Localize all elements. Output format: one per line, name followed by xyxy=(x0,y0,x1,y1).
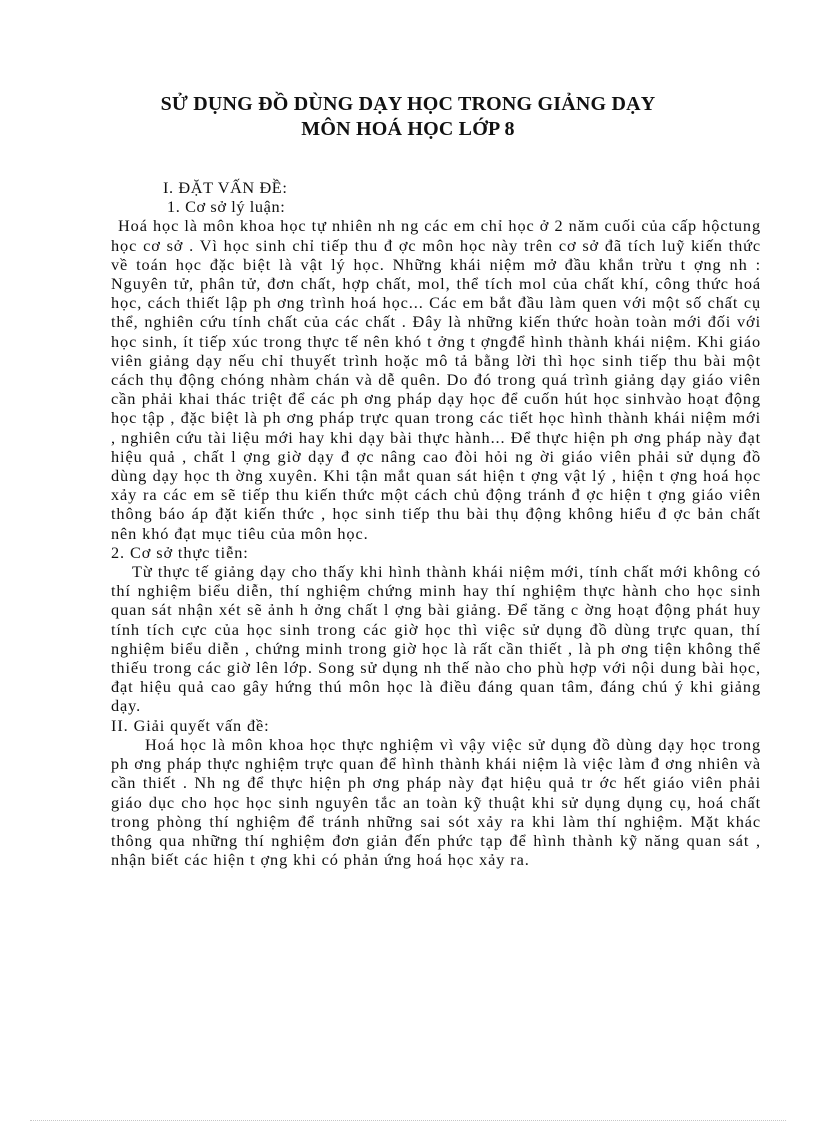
subsection-1-paragraph: Hoá học là môn khoa học tự nhiên nh ng các em chỉ học ở 2 năm cuối của cấp hộctung học cơ sở . Vì học sinh chỉ tiếp thu đ ợc môn học này trên cơ sở đã tích luỹ kiến thức về toán học đặc biệt là vật lý học. Những khái niệm mở đầu khắn trừu t ợng nh : Nguyên tử, phân tử, đơn chất, hợp chất, mol, thể tích mol của chất khí, công thức hoá học, cách thiết lập ph ơng trình hoá học... Các em bắt đầu làm quen với một số chất cụ thể, nghiên cứu tính chất của các chất . Đây là những kiến thức hoàn toàn mới đối với học sinh, ít tiếp xúc trong thực tế nên khó t ởng t ợngđể hình thành khái niệm. Khi giáo viên giảng dạy nếu chỉ thuyết trình hoặc mô tả bằng lời thì học sinh tiếp thu bài một cách thụ động chóng nhàm chán và dễ quên. Do đó trong quá trình giảng dạy giáo viên cần phải khai thác triệt để các ph ơng pháp dạy học để cuốn hút học sinhvào hoạt động học tập , đặc biệt là ph ơng pháp trực quan trong các tiết học hình thành khái niệm mới , nghiên cứu tài liệu mới hay khi dạy bài thực hành... Để thực hiện ph ơng pháp này đạt hiệu quả , chất l ợng giờ dạy đ ợc nâng cao đòi hỏi ng ời giáo viên phải sử dụng đồ dùng dạy học th ờng xuyên. Khi tận mắt quan sát hiện t ợng vật lý , hiện t ợng hoá học xảy ra các em sẽ tiếp thu kiến thức một cách chủ động tránh đ ợc hiện t ợng giáo viên thông báo áp đặt kiến thức , học sinh tiếp thu bài thụ động không hiểu đ ợc bản chất nên khó đạt mục tiêu của môn học. xyxy=(111,216,761,543)
section-2-heading: II. Giải quyết vấn đề: xyxy=(111,715,270,735)
title-line-2: MÔN HOÁ HỌC LỚP 8 xyxy=(301,118,515,140)
subsection-2-heading: 2. Cơ sở thực tiễn: xyxy=(111,542,249,562)
document-title xyxy=(90,92,726,142)
title-line-1: SỬ DỤNG ĐỒ DÙNG DẠY HỌC TRONG GIẢNG DẠY xyxy=(160,93,656,115)
footer-dotted-rule xyxy=(30,1120,786,1121)
subsection-1-heading: 1. Cơ sở lý luận: xyxy=(167,197,286,217)
subsection-2-paragraph: Từ thực tế giảng dạy cho thấy khi hình thành khái niệm mới, tính chất mới không có thí nghiệm biểu diễn, thí nghiệm chứng minh hay thí nghiệm thực hành cho học sinh quan sát nhận xét sẽ ảnh h ởng chất l ợng bài giảng. Để tăng c ờng hoạt động phát huy tính tích cực của học sinh trong các giờ học thì việc sử dụng đồ dùng trực quan, thí nghiệm biểu diễn , chứng minh trong giờ học là rất cần thiết , là ph ơng tiện không thể thiếu trong các giờ lên lớp. Song sử dụng nh thế nào cho phù hợp với nội dung bài học, đạt hiệu quả cao gây hứng thú môn học là điều đáng quan tâm, đáng chú ý khi giảng dạy. xyxy=(111,562,761,716)
section-2-paragraph: Hoá học là môn khoa học thực nghiệm vì vậy việc sử dụng đồ dùng dạy học trong ph ơng pháp thực nghiệm trực quan để hình thành khái niệm là việc làm đ ơng nhiên và cần thiết . Nh ng để thực hiện ph ơng pháp này đạt hiệu quả tr ớc hết giáo viên phải giáo dục cho học học sinh nguyên tắc an toàn kỹ thuật khi sử dụng dụng cụ, hoá chất trong phòng thí nghiệm để tránh những sai sót xảy ra khi làm thí nghiệm. Mặt khác thông qua những thí nghiệm đơn giản đến phức tạp để hình thành kỹ năng quan sát , nhận biết các hiện t ợng khi có phản ứng hoá học xảy ra. xyxy=(111,734,761,870)
document-body xyxy=(111,178,761,869)
section-1-heading: I. ĐẶT VẤN ĐỀ: xyxy=(163,178,288,197)
